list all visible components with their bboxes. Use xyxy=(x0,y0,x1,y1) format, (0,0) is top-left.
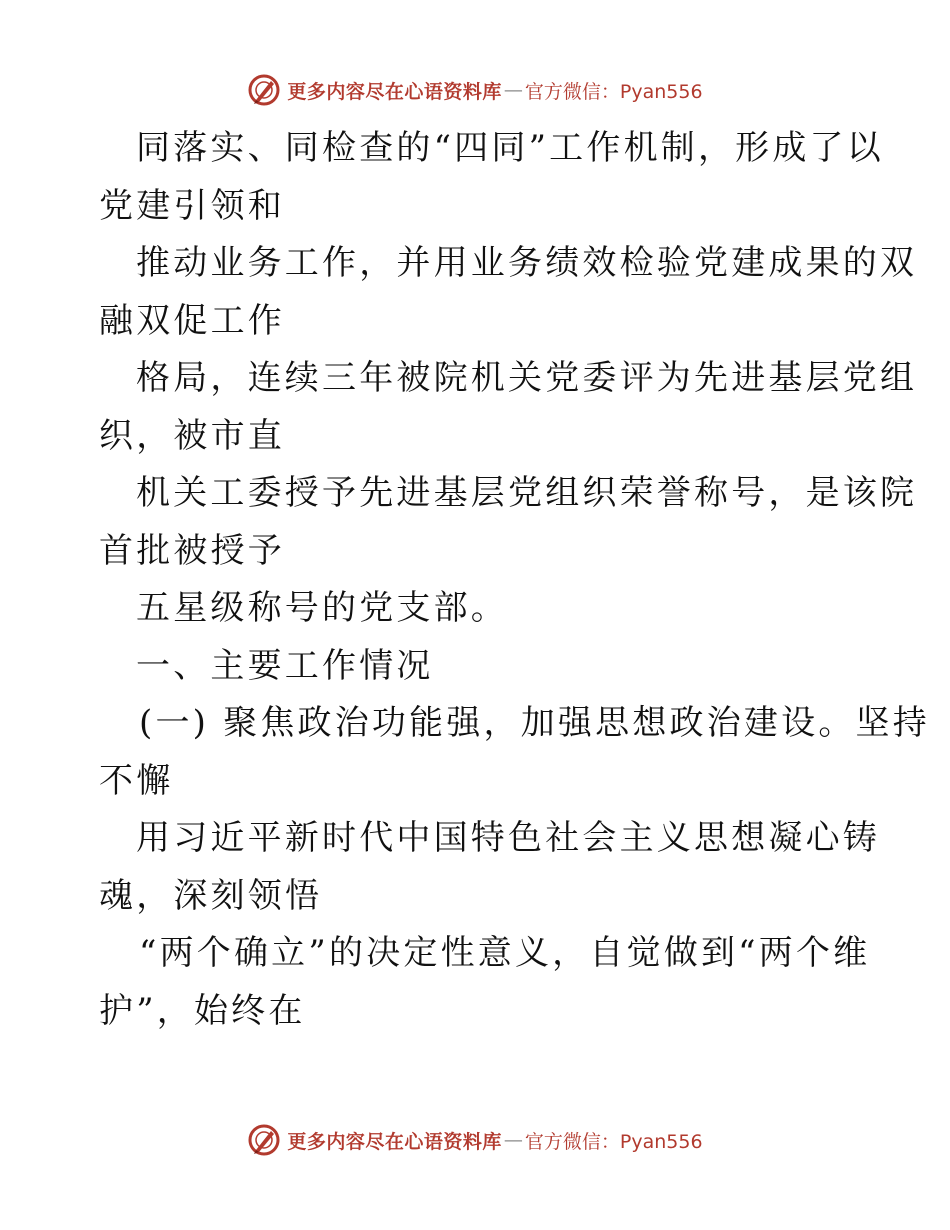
text-line-9: 五星级称号的党支部。 xyxy=(136,588,508,628)
text-line-16: 护”，始终在 xyxy=(99,990,306,1031)
header-contact-text: 官方微信：Pyan556 xyxy=(524,80,703,103)
text-line-14: 魂，深刻领悟 xyxy=(99,875,323,916)
footer-contact-text: 官方微信：Pyan556 xyxy=(524,1130,703,1153)
footer-brand-text: 更多内容尽在心语资料库 xyxy=(287,1130,502,1153)
text-line-6: 织，被市直 xyxy=(99,415,285,456)
text-line-1: 同落实、同检查的“四同”工作机制，形成了以 xyxy=(136,128,884,168)
header-brand-text: 更多内容尽在心语资料库 xyxy=(287,80,502,103)
footer-banner xyxy=(0,1118,950,1162)
pen-circle-logo-icon xyxy=(247,1123,281,1157)
pen-circle-logo-icon xyxy=(247,73,281,107)
header-banner xyxy=(0,68,950,112)
text-line-8: 首批被授予 xyxy=(99,530,285,571)
text-line-7: 机关工委授予先进基层党组织荣誉称号，是该院 xyxy=(136,473,918,513)
text-line-4: 融双促工作 xyxy=(99,300,285,341)
document-body xyxy=(99,120,930,1040)
text-line-5: 格局，连续三年被院机关党委评为先进基层党组 xyxy=(136,358,918,398)
text-line-15: “两个确立”的决定性意义，自觉做到“两个维 xyxy=(139,933,871,973)
text-line-13: 用习近平新时代中国特色社会主义思想凝心铸 xyxy=(136,818,880,858)
header-separator: — xyxy=(503,79,523,101)
section-heading: 一、主要工作情况 xyxy=(136,645,434,686)
text-line-2: 党建引领和 xyxy=(99,185,285,226)
subsection-heading-line: (一) 聚焦政治功能强，加强思想政治建设。坚持 xyxy=(139,703,930,743)
text-line-3: 推动业务工作，并用业务绩效检验党建成果的双 xyxy=(136,243,918,283)
text-line-12: 不懈 xyxy=(99,760,174,801)
footer-separator: — xyxy=(503,1129,523,1151)
